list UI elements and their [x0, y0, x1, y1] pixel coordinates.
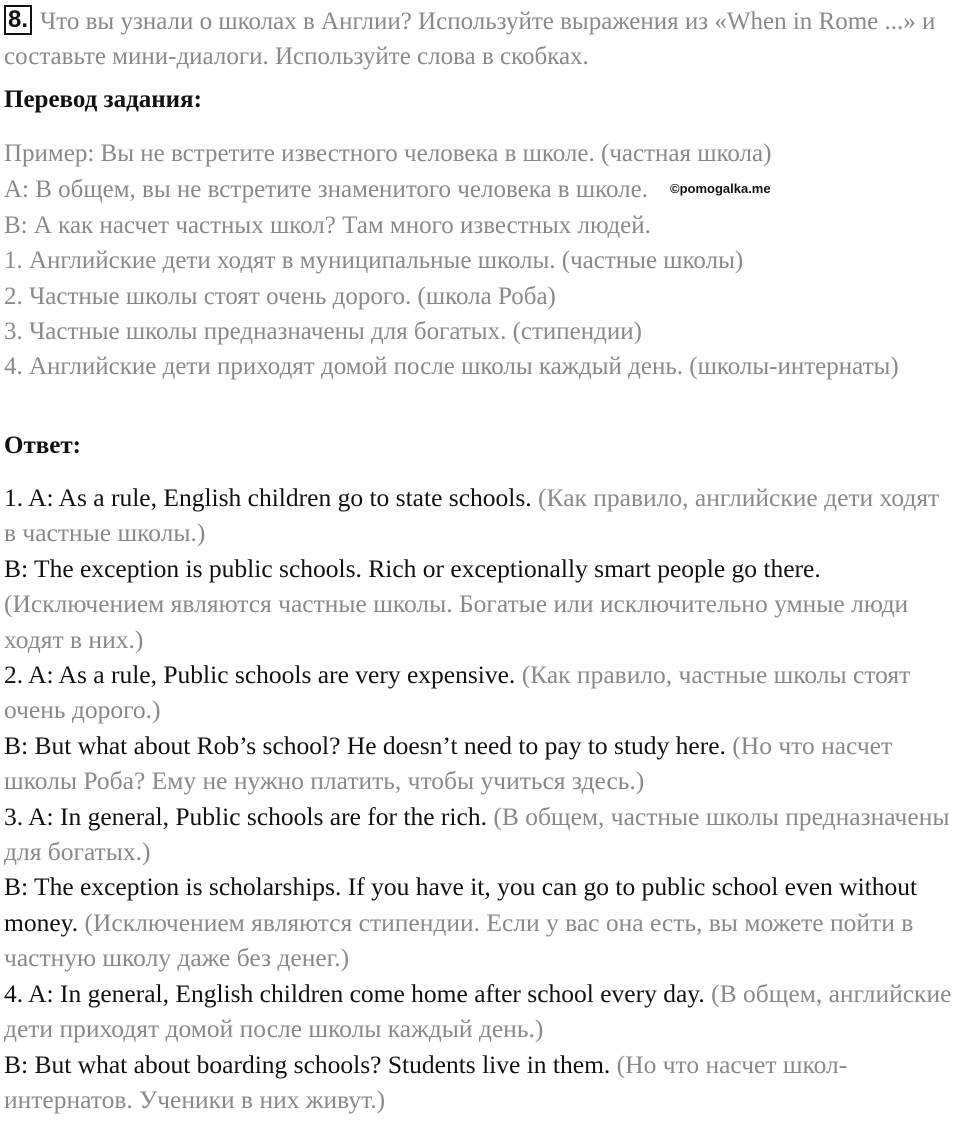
answer-item [4, 976, 956, 1047]
translation-line: 4. Английские дети приходят домой после школы каждый день. (школы-интернаты) [4, 353, 899, 381]
answer-item [4, 869, 956, 975]
translation-line-with-watermark [4, 171, 954, 207]
answer-heading: Ответ: [4, 432, 81, 459]
answer-item [4, 799, 956, 870]
answer-item [4, 551, 956, 657]
answer-russian: (Исключением являются стипендии. Если у вас она есть, вы можете пойти в частную школу даже без денег.) [4, 907, 914, 973]
answer-english: 4. A: In general, English children come home after school every day. [4, 978, 705, 1008]
answer-english: B: The exception is scholarships. If you have it, you can go to public school even without money. [4, 872, 918, 937]
task-statement [4, 4, 954, 74]
translation-line: В: А как насчет частных школ? Там много известных людей. [4, 211, 651, 239]
answer-item [4, 657, 956, 728]
translation-line: 1. Английские дети ходят в муниципальные школы. (частные школы) [4, 247, 744, 275]
translation-line: 2. Частные школы стоят очень дорого. (школа Роба) [4, 282, 556, 310]
answer-item [4, 728, 956, 799]
answer-english: B: But what about boarding schools? Students live in them. [4, 1049, 611, 1079]
answer-english: B: But what about Rob’s school? He doesn’t need to pay to study here. [4, 730, 726, 760]
watermark: ©pomogalka.me [669, 181, 771, 197]
task-number: 8. [4, 5, 32, 35]
translation-line: Пример: Вы не встретите известного человека в школе. (частная школа) [4, 140, 772, 167]
answer-english: 1. A: As a rule, English children go to state schools. [4, 483, 532, 512]
translation-line: 3. Частные школы предназначены для богатых. (стипендии) [4, 318, 642, 346]
answer-item [4, 480, 956, 551]
answer-item [4, 1047, 956, 1118]
answer-russian: (Но что насчет школ-интернатов. Ученики в них живут.) [4, 1049, 848, 1114]
answer-block [4, 480, 956, 1117]
answer-russian: (Но что насчет школы Роба? Ему не нужно платить, чтобы учиться здесь.) [4, 730, 893, 796]
task-text: Что вы узнали о школах в Англии? Используйте выражения из «When in Rome ...» и составьте мини-диалоги. Используйте слова в скобках. [4, 8, 936, 70]
answer-russian: (В общем, частные школы предназначены для богатых.) [4, 801, 950, 867]
translation-line: А: В общем, вы не встретите знаменитого человека в школе. [4, 176, 648, 204]
answer-english: 2. A: As a rule, Public schools are very expensive. [4, 660, 516, 690]
answer-russian: (Исключением являются частные школы. Богатые или исключительно умные люди ходят в них.) [4, 589, 909, 654]
answer-english: 3. A: In general, Public schools are for the rich. [4, 801, 487, 831]
answer-russian: (Как правило, английские дети ходят в частные школы.) [4, 483, 940, 548]
answer-russian: (Как правило, частные школы стоят очень дорого.) [4, 660, 911, 725]
translation-heading: Перевод задания: [4, 86, 202, 113]
translation-block [4, 136, 954, 385]
answer-english: B: The exception is public schools. Rich or exceptionally smart people go there. [4, 553, 821, 583]
answer-russian: (В общем, английские дети приходят домой после школы каждый день.) [4, 978, 952, 1044]
